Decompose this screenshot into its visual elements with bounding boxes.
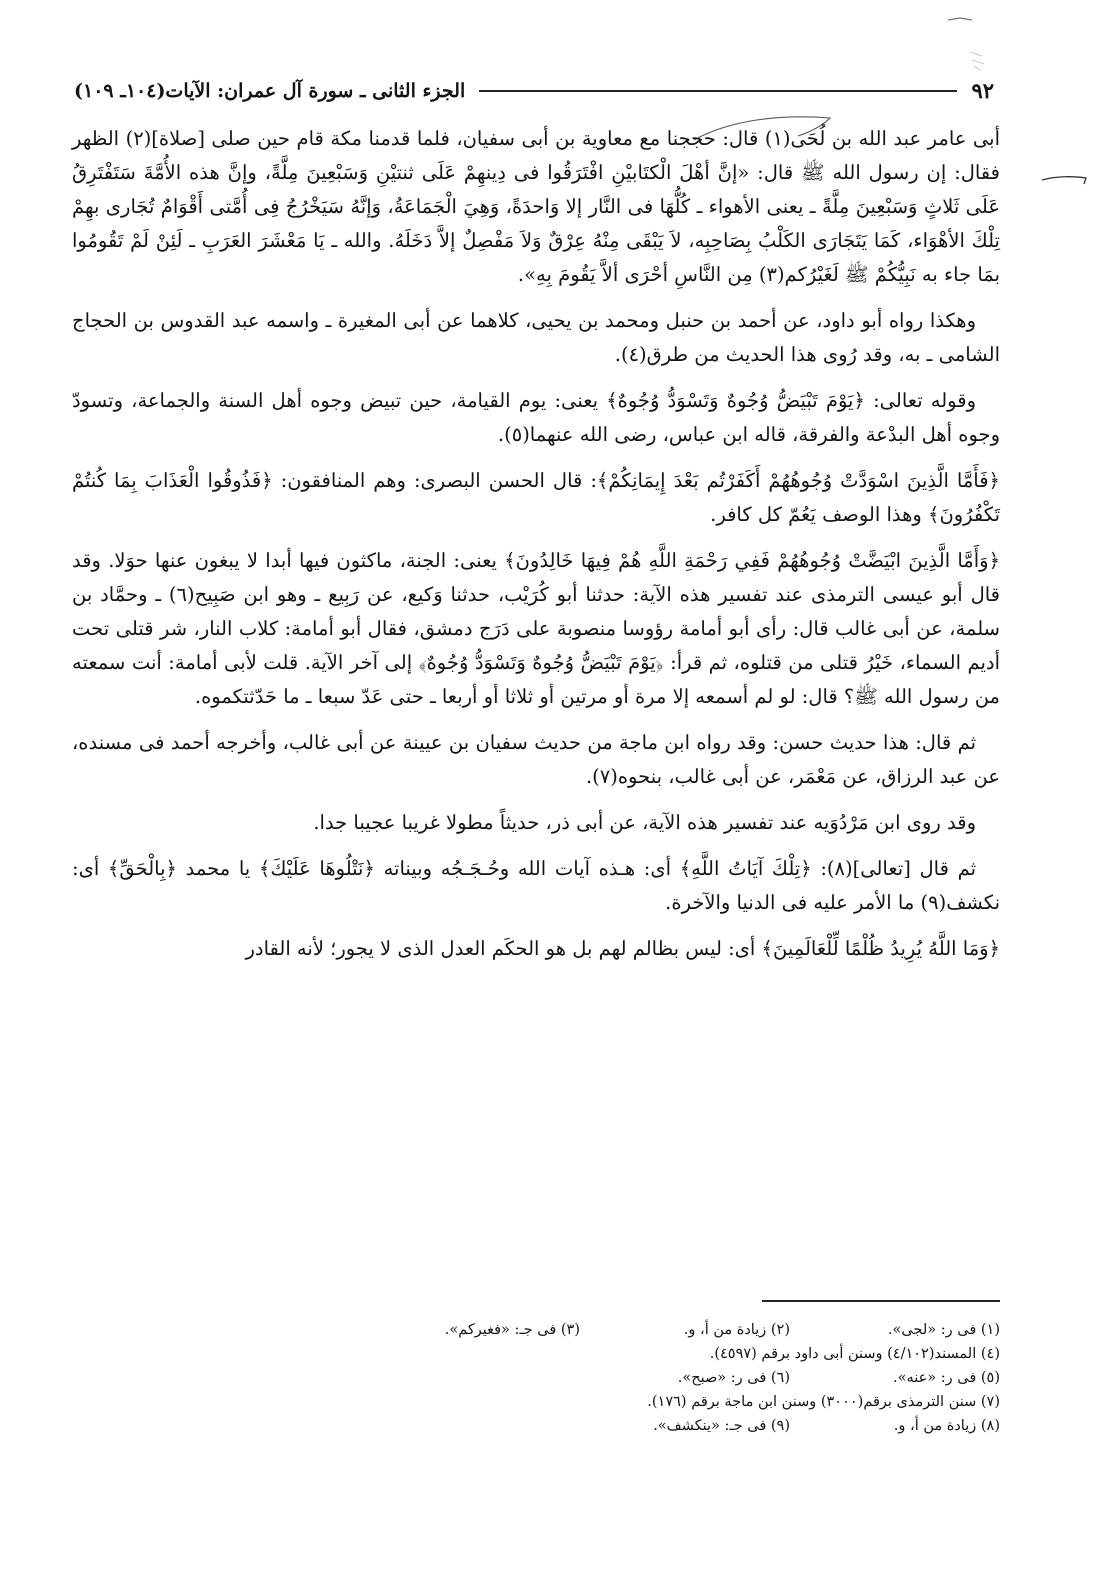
running-header xyxy=(74,78,994,103)
paragraph: ﴿وَأَمَّا الَّذِينَ ابْيَضَّتْ وُجُوهُهُمْ فَفِي رَحْمَةِ اللَّهِ هُمْ فِيهَا خَالِدُونَ﴾ يعنى: الجنة، ماكثون فيها أبدا لا يبغون عنها حوَلا. وقد قال أبو عيسى الترمذى عند تفسير هذه الآية: حدثنا أبو كُرَيْب، حدثنا وَكيع، عن رَبِيع ـ وهو ابن صَبِيح(٦) ـ وحمَّاد بن سلمة، عن أبى غالب قال: رأى أبو أمامة رؤوسا منصوبة على دَرَج دمشق، فقال أبو أمامة: كلاب النار، شر قتلى تحت أديم السماء، خَيْرُ قتلى من قتلوه، ثم قرأ: ﴿يَوْمَ تَبْيَضُّ وُجُوهٌ وَتَسْوَدُّ وُجُوهٌ﴾ إلى آخر الآية. قلت لأبى أمامة: أنت سمعته من رسول الله ﷺ؟ قال: لو لم أسمعه إلا مرة أو مرتين أو ثلاثا أو أربعا ـ حتى عَدّ سبعا ـ ما حَدّثتكموه. xyxy=(72,549,1000,708)
paragraph: وقد روى ابن مَرْدُوَيه عند تفسير هذه الآية، عن أبى ذر، حديثاً مطولا غريبا عجيبا جدا. xyxy=(313,811,976,834)
footnote-separator xyxy=(762,1300,1000,1302)
footnote-item: (٨) زيادة من أ، و. xyxy=(893,1418,1000,1434)
scan-speck-mark xyxy=(930,8,990,78)
footnote-item: (٦) فى ر: «صبح». xyxy=(677,1370,790,1386)
footnote-row xyxy=(420,1390,1000,1414)
footnotes xyxy=(420,1318,1000,1438)
paragraph: ﴿فَأَمَّا الَّذِينَ اسْوَدَّتْ وُجُوهُهُمْ أَكَفَرْتُم بَعْدَ إِيمَانِكُمْ﴾: قال الحسن البصرى: وهم المنافقون: ﴿فَذُوقُوا الْعَذَابَ بِمَا كُنتُمْ تَكْفُرُونَ﴾ وهذا الوصف يَعُمّ كل كافر. xyxy=(72,469,1000,526)
main-text xyxy=(72,122,1000,978)
footnote-row xyxy=(420,1366,1000,1390)
paragraph: ثم قال: هذا حديث حسن: وقد رواه ابن ماجة من حديث سفيان بن عيينة عن أبى غالب، وأخرجه أحمد فى مسنده، عن عبد الرزاق، عن مَعْمَر، عن أبى غالب، بنحوه(٧). xyxy=(72,731,1000,788)
margin-pen-mark xyxy=(1040,172,1090,186)
paragraph: وقوله تعالى: ﴿يَوْمَ تَبْيَضُّ وُجُوهٌ وَتَسْوَدُّ وُجُوهٌ﴾ يعنى: يوم القيامة، حين تبيض وجوه أهل السنة والجماعة، وتسودّ وجوه أهل البدْعة والفرقة، قاله ابن عباس، رضى الله عنهما(٥). xyxy=(72,389,1000,446)
header-title: الجزء الثانى ـ سورة آل عمران: الآيات(١٠٤ـ ١٠٩) xyxy=(74,79,466,102)
footnote-item: (٧) سنن الترمذى برقم(٣٠٠٠) وسنن ابن ماجة برقم (١٧٦). xyxy=(647,1394,1000,1410)
paragraph: وهكذا رواه أبو داود، عن أحمد بن حنبل ومحمد بن يحيى، كلاهما عن أبى المغيرة ـ واسمه عبد القدوس بن الحجاج الشامى ـ به، وقد رُوى هذا الحديث من طرق(٤). xyxy=(72,309,1000,366)
paragraph: ثم قال [تعالى](٨): ﴿تِلْكَ آيَاتُ اللَّهِ﴾ أى: هـذه آيات الله وحُـجَـجُه وبيناته ﴿نَتْلُوهَا عَلَيْكَ﴾ يا محمد ﴿بِالْحَقِّ﴾ أى: نكشف(٩) ما الأمر عليه فى الدنيا والآخرة. xyxy=(72,857,1000,914)
paragraph: أبى عامر عبد الله بن لُحَى(١) قال: حججنا مع معاوية بن أبى سفيان، فلما قدمنا مكة قام حين صلى [صلاة](٢) الظهر فقال: إن رسول الله ﷺ قال: «إنَّ أهْلَ الْكتَابيْنِ افْتَرَقُوا فى دِينهِمْ عَلَى ثنتيْنِ وَسَبْعِينَ مِلَّةً، وإنَّ هذه الأُمَّةَ سَتَفْتَرِقُ عَلَى ثَلاثٍ وَسَبْعِينَ مِلَّةً ـ يعنى الأهواء ـ كُلُّهَا فى النَّار إلا وَاحدَةً، وَهِيَ الْجَمَاعَةُ، وَإنَّهُ سَيَخْرُجُ فِى أُمَّتى أَقْوَامٌ تُجَارى بهِمْ تِلْكَ الأهْوَاء، كَمَا يَتَجَارَى الكَلْبُ بِصَاحِبِه، لاَ يَبْقَى مِنْهُ عِرْقٌ وَلاَ مَفْصِلٌ إلاَّ دَخَلَهُ. والله ـ يَا مَعْشَرَ العَرَبِ ـ لَئِنْ لَمْ تَقُومُوا بمَا جاء به نَبِيُّكُمْ ﷺ لَغَيْرُكم(٣) مِن النَّاسِ أحْرَى ألاَّ يَقُومَ بِهِ». xyxy=(72,127,1000,286)
footnote-item: (٣) فى جـ: «فغيركم». xyxy=(444,1322,580,1338)
footnote-item: (٤) المسند(٤/١٠٢) وسنن أبى داود برقم (٤٥٩٧). xyxy=(709,1346,1000,1362)
footnote-item: (٢) زيادة من أ، و. xyxy=(683,1322,790,1338)
footnote-item: (١) فى ر: «لجى». xyxy=(887,1322,1000,1338)
footnote-item: (٩) فى جـ: «ينكشف». xyxy=(653,1418,790,1434)
footnote-row xyxy=(420,1414,1000,1438)
footnote-row xyxy=(420,1342,1000,1366)
paragraph: ﴿وَمَا اللَّهُ يُرِيدُ ظُلْمًا لِّلْعَالَمِينَ﴾ أى: ليس بظالم لهم بل هو الحكَم العدل الذى لا يجور؛ لأنه القادر xyxy=(245,937,1000,960)
page-number: ٩٢ xyxy=(971,78,994,103)
footnote-item: (٥) فى ر: «عنه». xyxy=(892,1370,1000,1386)
footnote-row xyxy=(420,1318,1000,1342)
header-rule xyxy=(479,90,957,92)
